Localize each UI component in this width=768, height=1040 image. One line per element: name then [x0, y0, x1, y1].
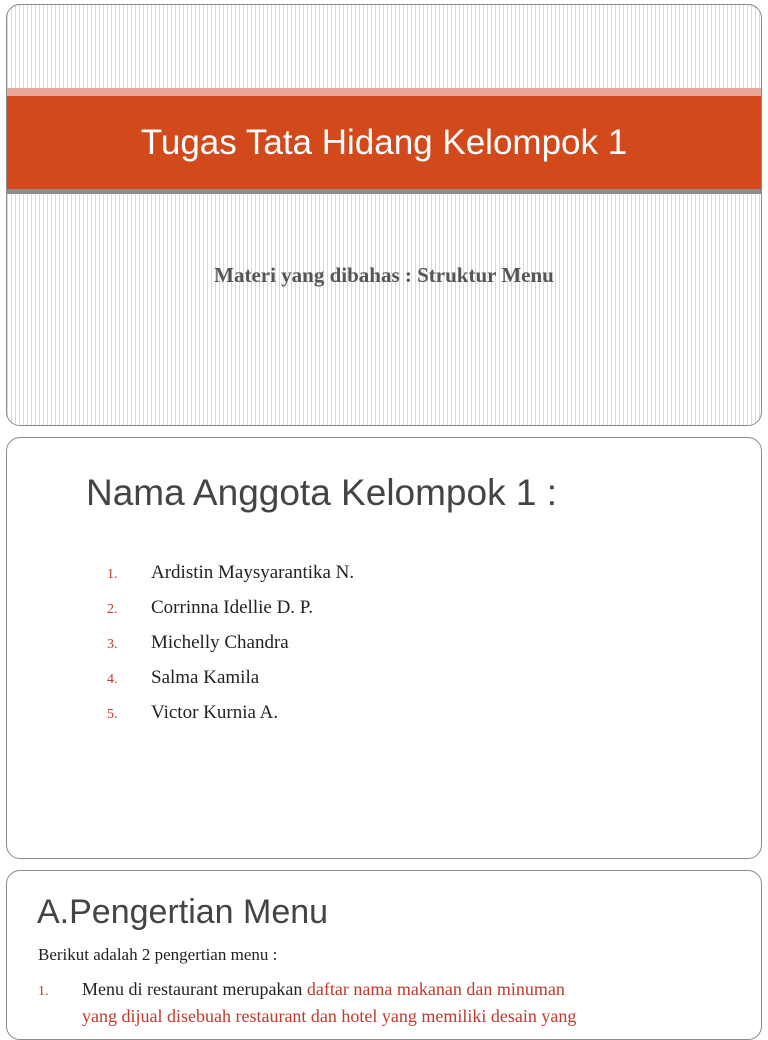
list-item — [107, 562, 354, 597]
member-name: Corrinna Idellie D. P. — [151, 597, 314, 618]
list-number: 2. — [107, 602, 118, 617]
member-name: Salma Kamila — [151, 667, 260, 688]
definition-continuation: yang dijual disebuah restaurant dan hotel yang memiliki desain yang — [82, 1006, 577, 1026]
list-item — [107, 632, 354, 667]
slide-title[interactable] — [6, 4, 762, 426]
definition-item — [38, 977, 718, 1028]
member-name: Ardistin Maysyarantika N. — [151, 562, 355, 583]
title-band-bottom-stripe — [7, 189, 761, 194]
member-name: Michelly Chandra — [151, 632, 289, 653]
list-number: 1. — [38, 984, 49, 999]
slide-1-subtitle: Materi yang dibahas : Struktur Menu — [214, 263, 554, 287]
list-number: 1. — [107, 567, 118, 582]
slide-2-title: Nama Anggota Kelompok 1 : — [86, 472, 558, 513]
definition-text: Menu di restaurant merupakan — [82, 979, 307, 999]
list-item — [107, 667, 354, 702]
slide-members[interactable] — [6, 437, 762, 859]
list-number: 5. — [107, 707, 118, 722]
list-item — [107, 702, 354, 737]
definition-highlight: daftar nama makanan dan minuman — [306, 979, 565, 999]
member-name: Victor Kurnia A. — [151, 702, 279, 723]
slide-1-title: Tugas Tata Hidang Kelompok 1 — [140, 123, 628, 162]
title-band-top-stripe — [7, 88, 761, 96]
list-item — [107, 597, 354, 632]
slide-3-title: A.Pengertian Menu — [37, 893, 329, 931]
list-number: 4. — [107, 672, 118, 687]
list-number: 3. — [107, 637, 118, 652]
slide-3-intro: Berikut adalah 2 pengertian menu : — [38, 945, 278, 964]
slide-menu-definition[interactable] — [6, 870, 762, 1040]
member-list — [107, 562, 354, 737]
